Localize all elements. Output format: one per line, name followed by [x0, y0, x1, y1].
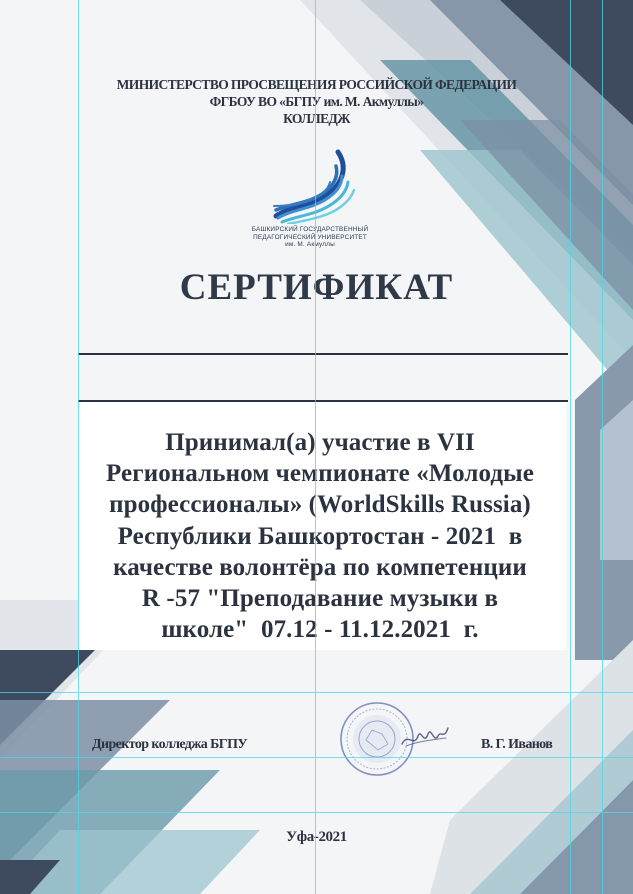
- certificate-title: СЕРТИФИКАТ: [179, 267, 454, 308]
- ministry-line-1: МИНИСТЕРСТВО ПРОСВЕЩЕНИЯ РОССИЙСКОЙ ФЕДЕРАЦИИ: [116, 77, 517, 92]
- ministry-line-3: КОЛЛЕДЖ: [283, 111, 350, 126]
- body-line-4: Республики Башкортостан - 2021 в: [117, 522, 523, 550]
- certificate-body: [70, 427, 570, 645]
- ministry-header: [0, 76, 633, 127]
- body-line-3: профессионалы» (WorldSkills Russia): [109, 491, 531, 519]
- body-line-6: R -57 "Преподавание музыки в: [141, 585, 499, 613]
- university-caption: [230, 226, 390, 249]
- university-caption-line-2: ПЕДАГОГИЧЕСКИЙ УНИВЕРСИТЕТ: [253, 233, 367, 241]
- city-year: Уфа-2021: [286, 829, 347, 845]
- university-caption-line-1: БАШКИРСКИЙ ГОСУДАРСТВЕННЫЙ: [251, 226, 369, 233]
- body-line-7: школе" 07.12 - 11.12.2021 г.: [161, 616, 479, 644]
- university-wave-logo-icon: [270, 146, 360, 224]
- title-rule-bottom: [78, 400, 568, 402]
- body-line-2: Региональном чемпионате «Молодые: [106, 460, 534, 488]
- title-rule-top: [78, 353, 568, 355]
- director-name: В. Г. Иванов: [481, 737, 553, 752]
- body-line-5: качестве волонтёра по компетенции: [113, 553, 527, 581]
- body-line-1: Принимал(а) участие в VII: [165, 429, 475, 456]
- handwritten-signature-icon: [400, 722, 450, 752]
- university-caption-line-3: им. М. Акмуллы: [285, 241, 335, 248]
- director-title: Директор колледжа БГПУ: [92, 737, 248, 752]
- ministry-line-2: ФГБОУ ВО «БГПУ им. М. Акмуллы»: [209, 94, 424, 109]
